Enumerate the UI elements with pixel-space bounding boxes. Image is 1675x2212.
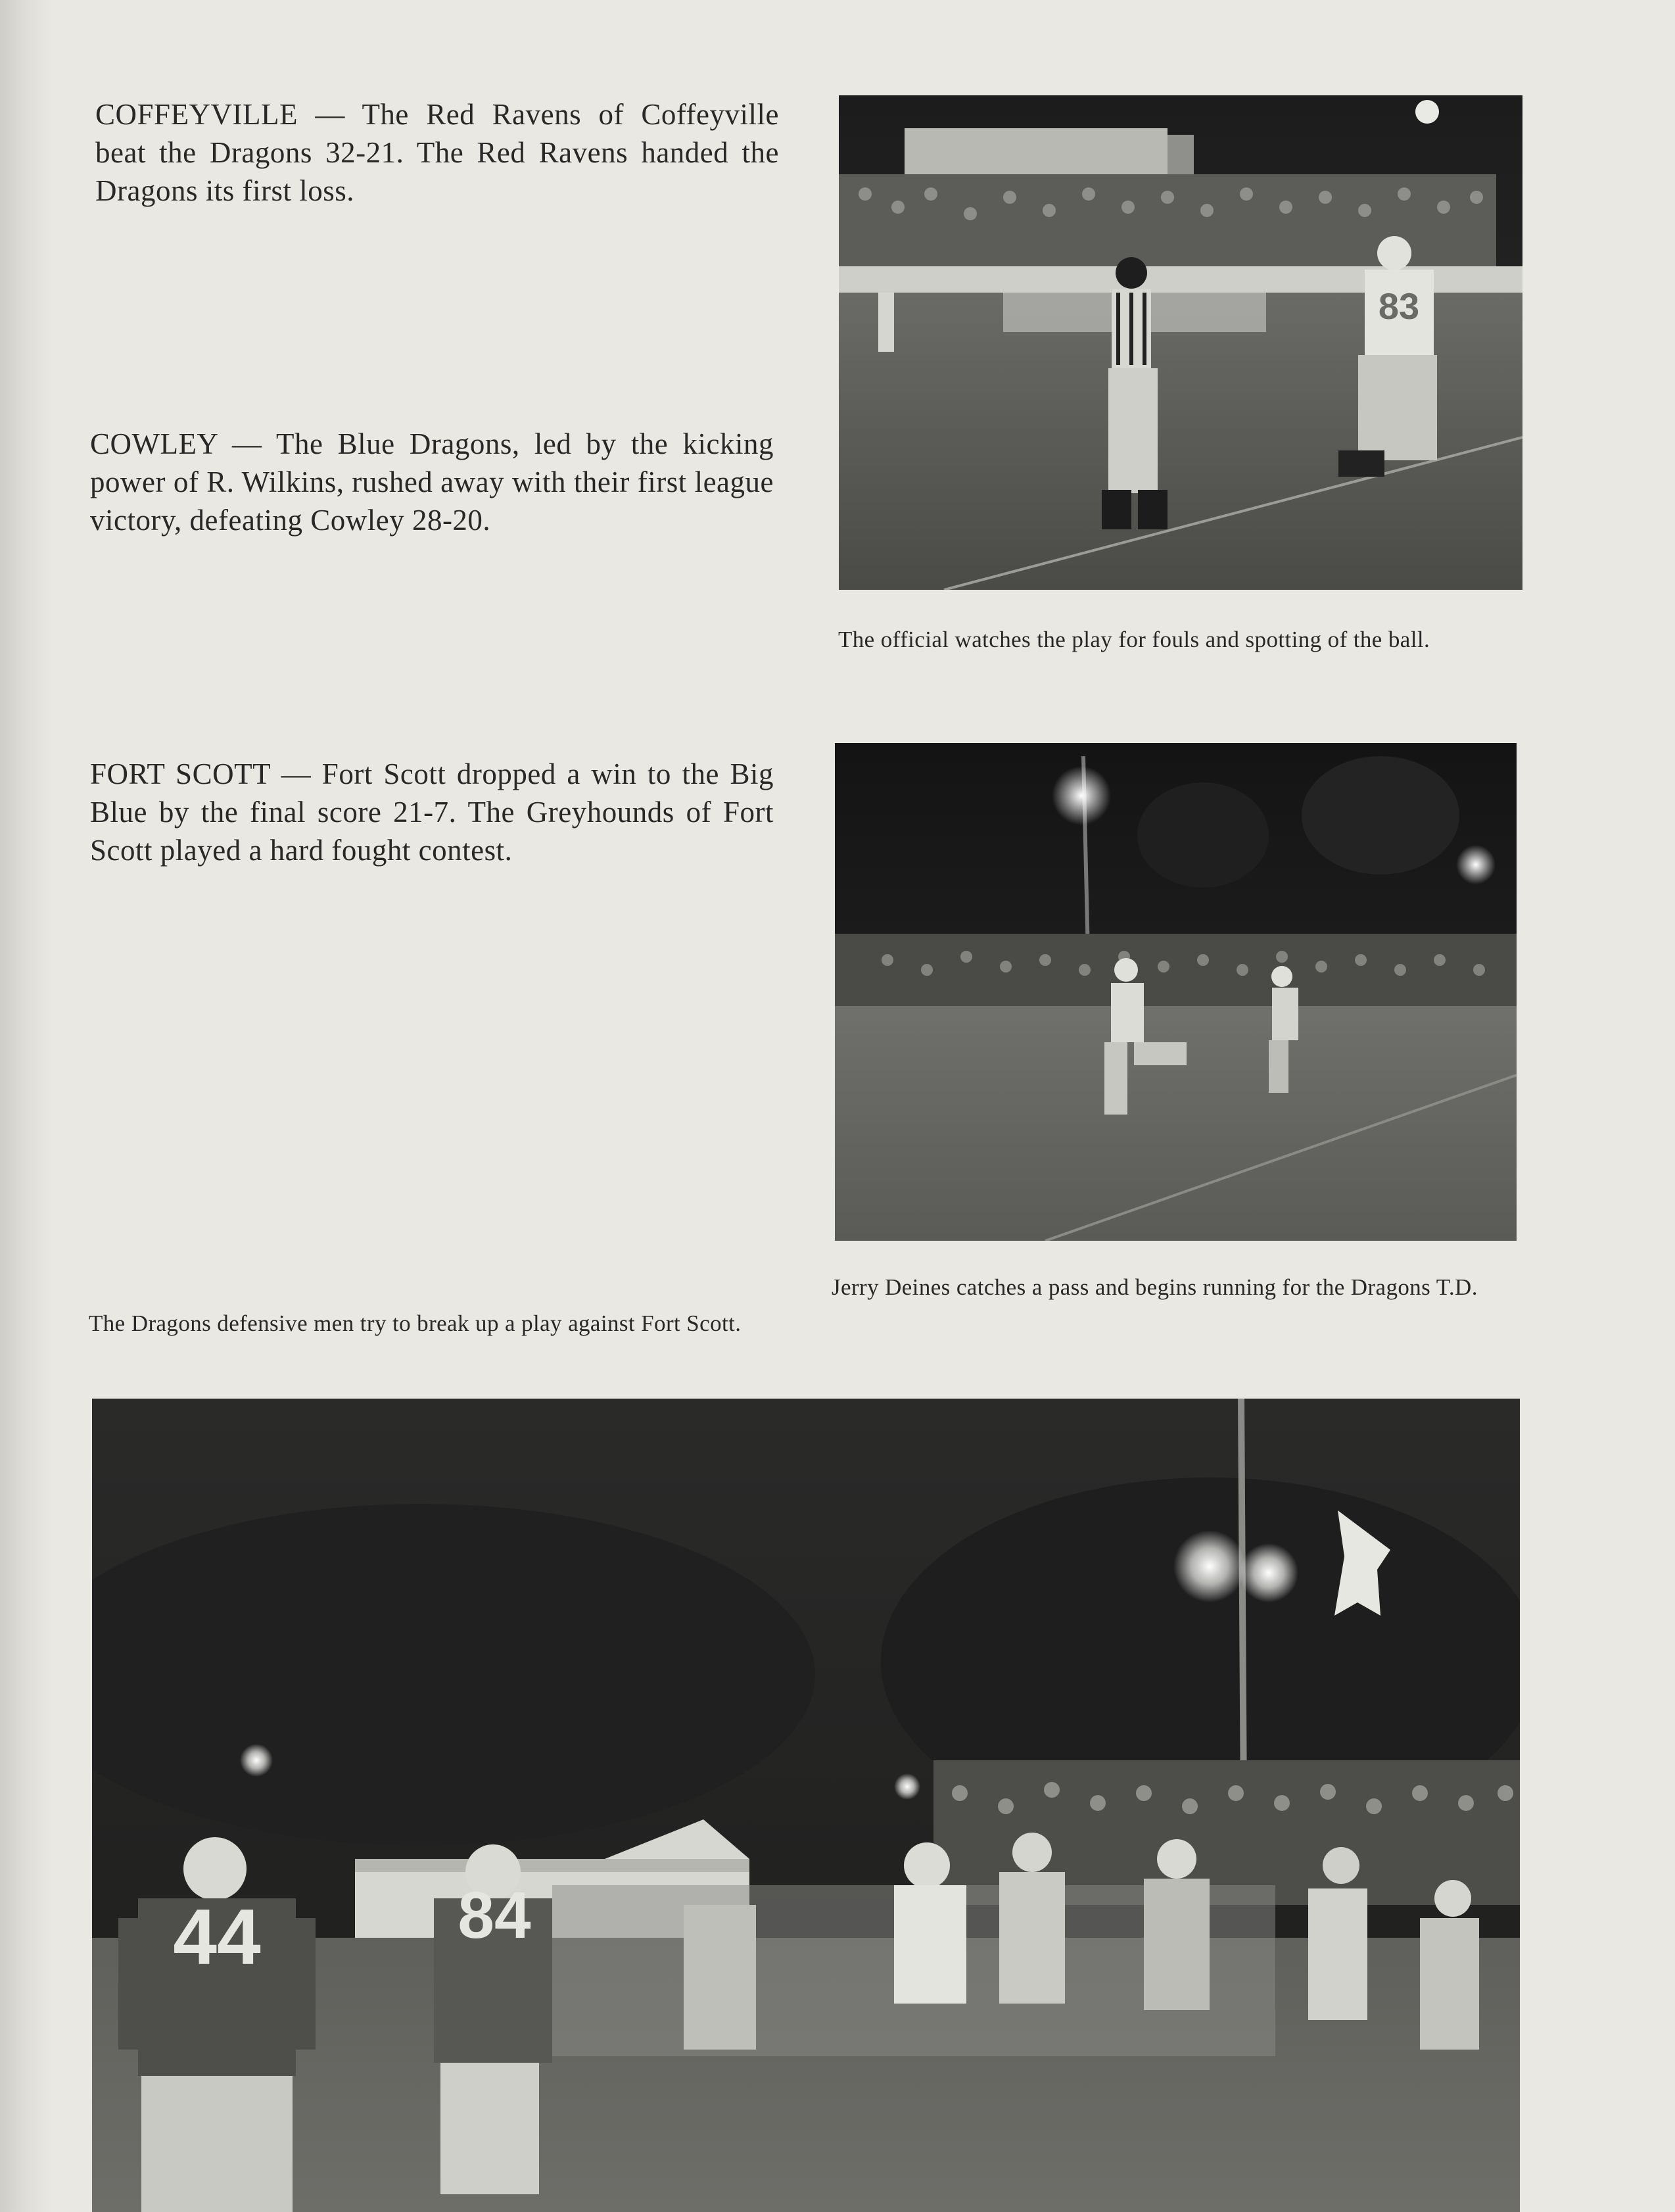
story-cowley: COWLEY — The Blue Dragons, led by the kicking power of R. Wilkins, rushed away with their first league victory, defeating Cowley 28-20.	[90, 427, 774, 537]
jersey-44-text: 44	[173, 1893, 261, 1981]
caption-official: The official watches the play for fouls and spotting of the ball.	[838, 627, 1430, 652]
caption-deines: Jerry Deines catches a pass and begins running for the Dragons T.D.	[832, 1274, 1478, 1300]
jersey-83-text: 83	[1378, 285, 1420, 327]
jersey-84-text: 84	[458, 1879, 531, 1952]
caption-defense: The Dragons defensive men try to break up a play against Fort Scott.	[89, 1310, 742, 1336]
binding-shadow	[0, 0, 53, 2212]
photo-official	[839, 95, 1522, 590]
photo-defense	[92, 1399, 1520, 2212]
photo-deines	[835, 743, 1517, 1241]
story-fort-scott: FORT SCOTT — Fort Scott dropped a win to the Big Blue by the final score 21-7. The Greyhounds of Fort Scott played a hard fought contest.	[90, 757, 774, 867]
story-coffeyville: COFFEYVILLE — The Red Ravens of Coffeyville beat the Dragons 32-21. The Red Ravens handed the Dragons its first loss.	[95, 98, 779, 207]
